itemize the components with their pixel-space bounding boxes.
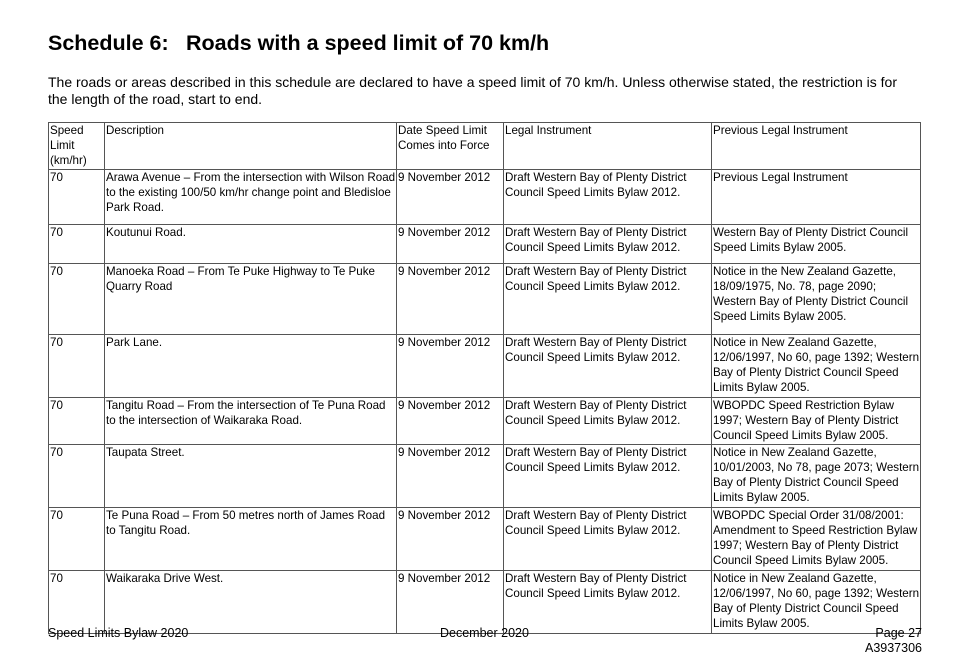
cell-date: 9 November 2012: [397, 170, 504, 225]
cell-date: 9 November 2012: [397, 264, 504, 335]
cell-previous-legal-instrument: Notice in New Zealand Gazette, 10/01/2003, No 78, page 2073; Western Bay of Plenty District Council Speed Limits Bylaw 2005.: [712, 445, 921, 508]
footer-right: [865, 626, 922, 656]
cell-description: Tangitu Road – From the intersection of Te Puna Road to the intersection of Waikaraka Road.: [105, 398, 397, 445]
table-row: [49, 264, 921, 335]
cell-legal-instrument: Draft Western Bay of Plenty District Council Speed Limits Bylaw 2012.: [504, 508, 712, 571]
table-row: [49, 225, 921, 264]
cell-previous-legal-instrument: WBOPDC Special Order 31/08/2001: Amendment to Speed Restriction Bylaw 1997; Western Bay of Plenty District Council Speed Limits Bylaw 2005.: [712, 508, 921, 571]
cell-date: 9 November 2012: [397, 445, 504, 508]
cell-speed-limit: 70: [49, 508, 105, 571]
cell-legal-instrument: Draft Western Bay of Plenty District Council Speed Limits Bylaw 2012.: [504, 445, 712, 508]
cell-previous-legal-instrument: Notice in New Zealand Gazette, 12/06/1997, No 60, page 1392; Western Bay of Plenty District Council Speed Limits Bylaw 2005.: [712, 335, 921, 398]
cell-speed-limit: 70: [49, 398, 105, 445]
schedule-number: Schedule 6:: [48, 31, 169, 55]
header-date: Date Speed Limit Comes into Force: [397, 123, 504, 170]
schedule-title: Roads with a speed limit of 70 km/h: [186, 31, 550, 55]
cell-legal-instrument: Draft Western Bay of Plenty District Council Speed Limits Bylaw 2012.: [504, 398, 712, 445]
cell-description: Waikaraka Drive West.: [105, 571, 397, 634]
footer-date: December 2020: [440, 626, 529, 640]
cell-date: 9 November 2012: [397, 571, 504, 634]
table-row: [49, 571, 921, 634]
header-speed-limit: Speed Limit (km/hr): [49, 123, 105, 170]
cell-date: 9 November 2012: [397, 398, 504, 445]
cell-speed-limit: 70: [49, 170, 105, 225]
cell-previous-legal-instrument: Notice in New Zealand Gazette, 12/06/1997, No 60, page 1392; Western Bay of Plenty District Council Speed Limits Bylaw 2005.: [712, 571, 921, 634]
cell-date: 9 November 2012: [397, 508, 504, 571]
cell-previous-legal-instrument: Previous Legal Instrument: [712, 170, 921, 225]
document-page: [48, 0, 920, 664]
footer-document-title: Speed Limits Bylaw 2020: [48, 626, 189, 640]
header-description: Description: [105, 123, 397, 170]
cell-legal-instrument: Draft Western Bay of Plenty District Council Speed Limits Bylaw 2012.: [504, 335, 712, 398]
cell-speed-limit: 70: [49, 571, 105, 634]
cell-description: Te Puna Road – From 50 metres north of James Road to Tangitu Road.: [105, 508, 397, 571]
cell-legal-instrument: Draft Western Bay of Plenty District Council Speed Limits Bylaw 2012.: [504, 170, 712, 225]
table-body: [49, 170, 921, 634]
cell-description: Arawa Avenue – From the intersection with Wilson Road to the existing 100/50 km/hr change point and Bledisloe Park Road.: [105, 170, 397, 225]
table-row: [49, 335, 921, 398]
table-row: [49, 508, 921, 571]
cell-description: Park Lane.: [105, 335, 397, 398]
cell-description: Manoeka Road – From Te Puke Highway to Te Puke Quarry Road: [105, 264, 397, 335]
cell-legal-instrument: Draft Western Bay of Plenty District Council Speed Limits Bylaw 2012.: [504, 571, 712, 634]
table-row: [49, 398, 921, 445]
cell-speed-limit: 70: [49, 445, 105, 508]
intro-paragraph: The roads or areas described in this schedule are declared to have a speed limit of 70 km/h. Unless otherwise stated, the restriction is for the length of the road, start to end.: [48, 74, 897, 107]
cell-legal-instrument: Draft Western Bay of Plenty District Council Speed Limits Bylaw 2012.: [504, 264, 712, 335]
page-title: [48, 31, 549, 56]
table-row: [49, 445, 921, 508]
header-legal-instrument: Legal Instrument: [504, 123, 712, 170]
cell-speed-limit: 70: [49, 225, 105, 264]
cell-speed-limit: 70: [49, 264, 105, 335]
cell-description: Koutunui Road.: [105, 225, 397, 264]
cell-date: 9 November 2012: [397, 335, 504, 398]
cell-speed-limit: 70: [49, 335, 105, 398]
table-header-row: [49, 123, 921, 170]
header-previous-legal-instrument: Previous Legal Instrument: [712, 123, 921, 170]
cell-previous-legal-instrument: Western Bay of Plenty District Council Speed Limits Bylaw 2005.: [712, 225, 921, 264]
cell-legal-instrument: Draft Western Bay of Plenty District Council Speed Limits Bylaw 2012.: [504, 225, 712, 264]
cell-previous-legal-instrument: WBOPDC Speed Restriction Bylaw 1997; Western Bay of Plenty District Council Speed Limits Bylaw 2005.: [712, 398, 921, 445]
page-number: Page 27: [875, 626, 922, 640]
cell-previous-legal-instrument: Notice in the New Zealand Gazette, 18/09/1975, No. 78, page 2090; Western Bay of Plenty District Council Speed Limits Bylaw 2005.: [712, 264, 921, 335]
document-reference: A3937306: [864, 641, 922, 655]
table-row: [49, 170, 921, 225]
speed-limit-table: [48, 122, 921, 634]
cell-description: Taupata Street.: [105, 445, 397, 508]
cell-date: 9 November 2012: [397, 225, 504, 264]
